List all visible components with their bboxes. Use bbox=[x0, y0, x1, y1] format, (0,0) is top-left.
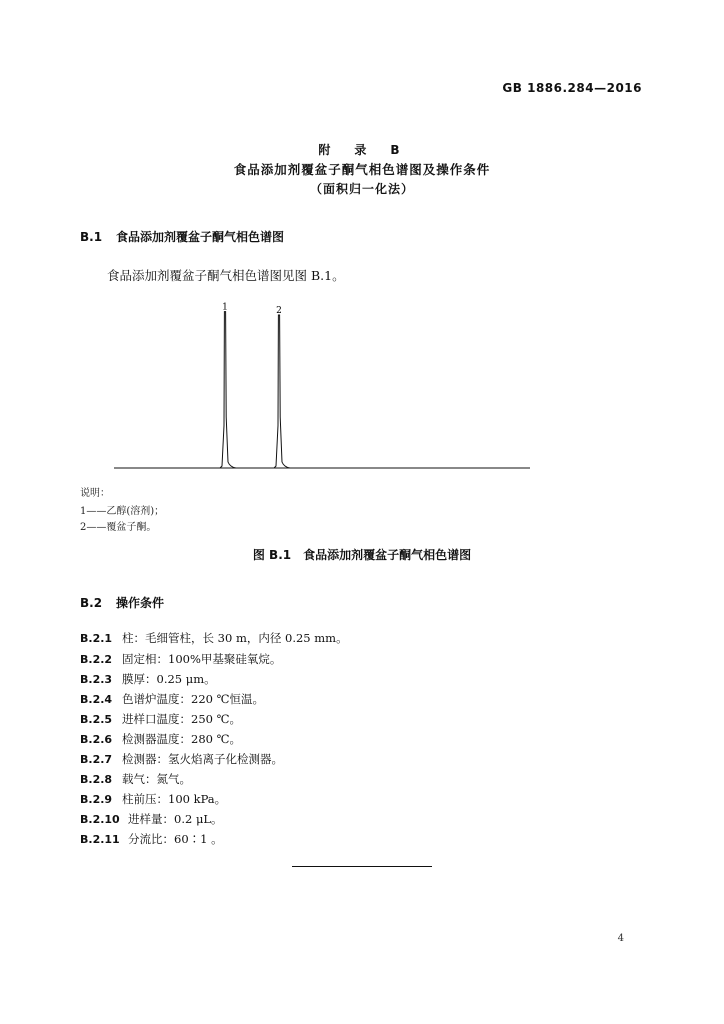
condition-item bbox=[80, 831, 223, 847]
chromatogram-peak-2 bbox=[274, 315, 290, 468]
condition-item bbox=[80, 791, 226, 807]
condition-text: 检测器：氢火焰离子化检测器。 bbox=[122, 752, 283, 766]
condition-item bbox=[80, 811, 223, 827]
condition-text: 膜厚：0.25 μm。 bbox=[122, 672, 216, 686]
condition-number: B.2.4 bbox=[80, 693, 113, 706]
condition-text: 进样量：0.2 μL。 bbox=[128, 812, 223, 826]
condition-number: B.2.9 bbox=[80, 793, 113, 806]
condition-item bbox=[80, 651, 281, 667]
end-rule bbox=[292, 866, 432, 867]
appendix-label: 附 录 B bbox=[318, 143, 406, 157]
legend-text-2: 覆盆子酮。 bbox=[106, 522, 157, 533]
chromatogram bbox=[110, 284, 534, 476]
condition-number: B.2.11 bbox=[80, 833, 120, 846]
legend-heading: 说明： bbox=[80, 488, 110, 499]
section-b1-heading bbox=[80, 228, 284, 245]
condition-text: 载气：氮气。 bbox=[122, 772, 191, 786]
condition-item bbox=[80, 711, 241, 727]
condition-item bbox=[80, 771, 191, 787]
condition-number: B.2.3 bbox=[80, 673, 113, 686]
legend-key-2: 2—— bbox=[80, 522, 107, 533]
condition-item bbox=[80, 731, 241, 747]
figure-caption bbox=[0, 546, 724, 563]
condition-number: B.2.5 bbox=[80, 713, 113, 726]
legend-text-1: 乙醇(溶剂)； bbox=[106, 506, 165, 517]
condition-number: B.2.8 bbox=[80, 773, 113, 786]
condition-item bbox=[80, 630, 348, 646]
figure-number: 图 B.1 bbox=[252, 548, 292, 562]
peak-label-2: 2 bbox=[276, 306, 282, 316]
appendix-title: 食品添加剂覆盆子酮气相色谱图及操作条件 bbox=[233, 162, 491, 177]
section-b1-intro: 食品添加剂覆盆子酮气相色谱图见图 B.1。 bbox=[107, 268, 345, 283]
condition-text: 柱：毛细管柱，长 30 m，内径 0.25 mm。 bbox=[122, 631, 348, 645]
condition-number: B.2.1 bbox=[80, 632, 113, 645]
condition-text: 分流比：60∶1 。 bbox=[128, 832, 223, 846]
section-b2-heading bbox=[80, 594, 164, 611]
condition-number: B.2.2 bbox=[80, 653, 113, 666]
condition-item bbox=[80, 751, 283, 767]
section-b1-title: 食品添加剂覆盆子酮气相色谱图 bbox=[116, 230, 285, 244]
condition-number: B.2.7 bbox=[80, 753, 113, 766]
appendix-note: （面积归一化法） bbox=[309, 182, 414, 196]
figure-title: 食品添加剂覆盆子酮气相色谱图 bbox=[303, 548, 472, 562]
condition-item bbox=[80, 671, 216, 687]
condition-text: 进样口温度：250 ℃。 bbox=[122, 712, 241, 726]
condition-text: 检测器温度：280 ℃。 bbox=[122, 732, 241, 746]
section-b1-number: B.1 bbox=[80, 230, 103, 244]
condition-text: 柱前压：100 kPa。 bbox=[122, 792, 227, 806]
legend-key-1: 1—— bbox=[80, 506, 107, 517]
condition-item bbox=[80, 691, 264, 707]
legend-item-2 bbox=[80, 518, 156, 533]
section-b2-title: 操作条件 bbox=[116, 596, 165, 610]
standard-code: GB 1886.284—2016 bbox=[502, 81, 642, 95]
chromatogram-peak-1 bbox=[220, 312, 236, 468]
section-b2-number: B.2 bbox=[80, 596, 103, 610]
page-number: 4 bbox=[617, 933, 624, 944]
condition-text: 固定相：100%甲基聚硅氧烷。 bbox=[122, 652, 282, 666]
condition-text: 色谱炉温度：220 ℃恒温。 bbox=[122, 692, 264, 706]
condition-number: B.2.6 bbox=[80, 733, 113, 746]
legend-item-1 bbox=[80, 502, 164, 517]
peak-label-1: 1 bbox=[222, 302, 228, 313]
condition-number: B.2.10 bbox=[80, 813, 120, 826]
